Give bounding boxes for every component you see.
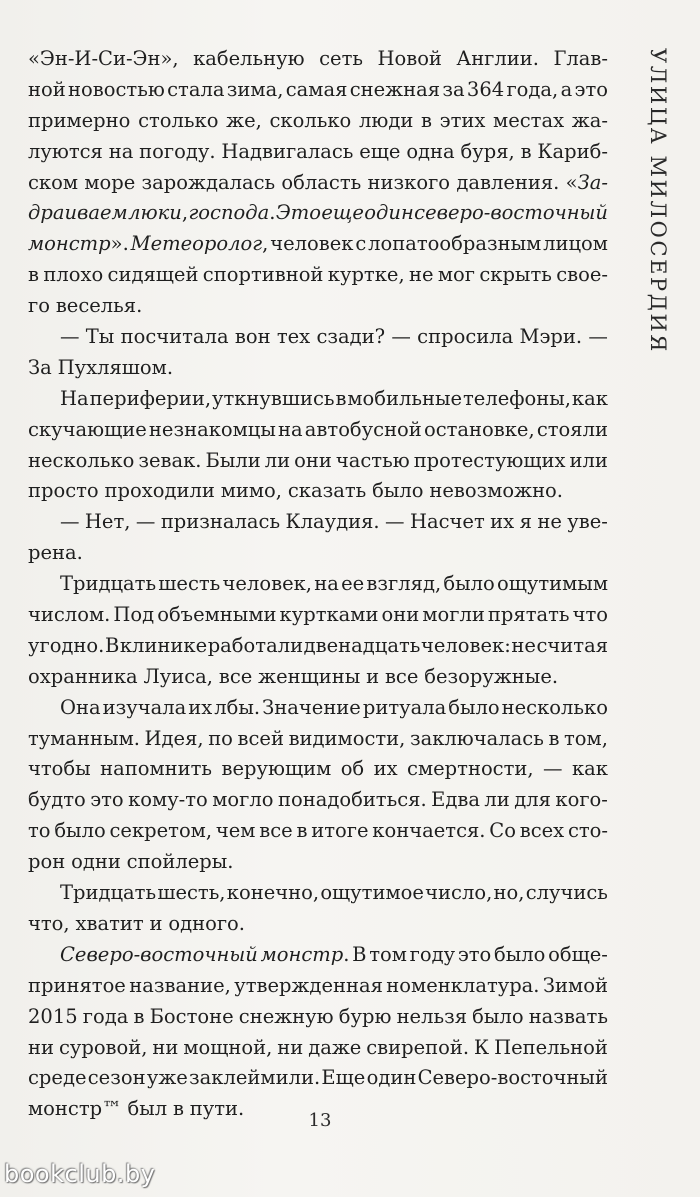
page-number: 13 [308,1110,332,1131]
text-line: рена. [28,541,83,565]
text-line: туманным. Идея, по всей видимости, заключалась в том, [28,726,608,750]
text-line: Она изучала их лбы. Значение ритуала было несколько [60,695,608,719]
text-line: то было секретом, чем все в итоге кончается. Со всех сто- [28,819,608,843]
text-line: охранника Луиса, все женщины и все безоружные. [28,664,559,688]
text-line: монстр™ был в пути. [28,1097,245,1121]
text-line: Северо-восточный монстр. В том году это было обще- [60,942,608,966]
text-line: принятое название, утвержденная номенклатура. Зимой [28,973,608,997]
text-line: — Нет, — призналась Клаудия. — Насчет их я не уве- [60,510,608,534]
text-line: драиваем люки, господа. Это еще один северо-восточный [28,201,608,225]
running-head [634,48,674,378]
text-line: го веселья. [28,294,143,318]
text-line: Тридцать шесть человек, на ее взгляд, было ощутимым [60,572,608,596]
watermark: bookclub.by [4,1160,156,1188]
text-line: На периферии, уткнувшись в мобильные телефоны, как [60,386,608,410]
text-line: ной новостью стала зима, самая снежная за 364 года, а это [28,77,608,101]
text-line: чтобы напомнить верующим об их смертности, — как [28,757,608,781]
text-line: несколько зевак. Были ли они частью протестующих или [28,448,608,472]
text-line: в плохо сидящей спортивной куртке, не мог скрыть свое- [28,263,608,287]
text-line: числом. Под объемными куртками они могли прятать что [28,603,608,627]
text-line: «Эн-И-Си-Эн», кабельную сеть Новой Англии. Глав- [28,47,608,70]
text-line: будто это кому-то могло понадобиться. Едва ли для кого- [28,788,608,812]
text-line: — Ты посчитала вон тех сзади? — спросила Мэри. — [60,325,608,349]
text-line: скучающие незнакомцы на автобусной остановке, стояли [28,417,608,441]
body-text [28,44,608,1125]
text-line: 2015 года в Бостоне снежную бурю нельзя было назвать [28,1004,608,1028]
text-line: что, хватит и одного. [28,911,245,935]
text-line: ни суровой, ни мощной, ни даже свирепой. К Пепельной [28,1035,608,1059]
text-line: монстр». Метеоролог, человек с лопатообразным лицом [28,232,608,256]
text-line: примерно столько же, сколько люди в этих местах жа- [28,108,608,132]
text-line: луются на погоду. Надвигалась еще одна буря, в Кариб- [28,139,608,163]
text-line: угодно. В клинике работали двенадцать человек: не считая [28,633,608,657]
text-line: За Пухляшом. [28,355,174,379]
text-line: просто проходили мимо, сказать было невозможно. [28,479,564,503]
text-line: ском море зарождалась область низкого давления. «За- [28,170,608,194]
text-line: среде сезон уже заклеймили. Еще один Северо-восточный [28,1066,608,1090]
text-line: рон одни спойлеры. [28,850,234,874]
running-head-text: УЛИЦА МИЛОСЕРДИЯ [646,48,670,354]
text-line: Тридцать шесть, конечно, ощутимое число, но, случись [60,881,608,905]
